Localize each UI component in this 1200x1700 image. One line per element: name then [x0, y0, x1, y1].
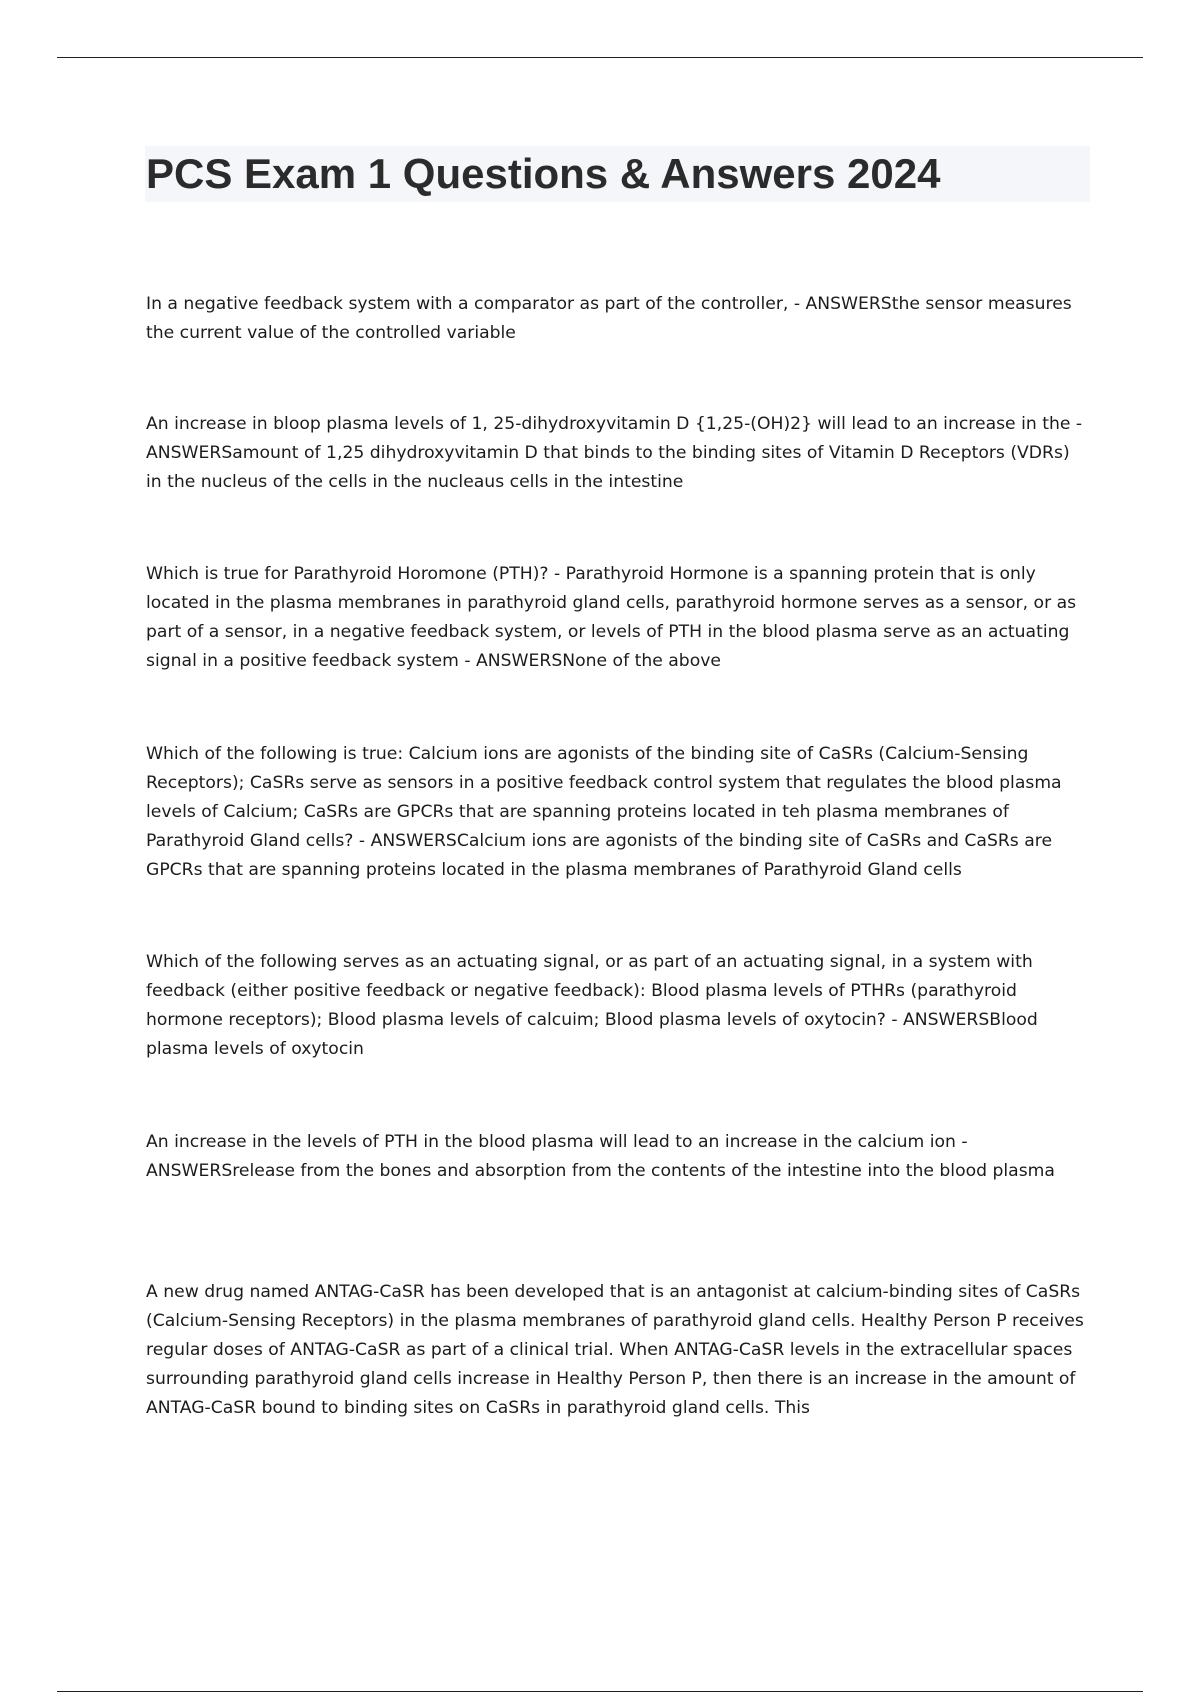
answer-marker: - ANSWERS [885, 1010, 990, 1030]
bottom-rule [57, 1691, 1143, 1692]
qa-item-1 [146, 290, 1086, 348]
answer-marker: - ANSWERS [353, 831, 457, 851]
qa-item-4 [146, 740, 1086, 885]
answer-text: None of the above [562, 651, 721, 671]
qa-item-6 [146, 1128, 1086, 1186]
qa-item-2 [146, 410, 1086, 497]
qa-item-3 [146, 560, 1086, 676]
top-rule [57, 57, 1143, 58]
answer-text: the sensor measures the current value of the controlled variable [146, 294, 1072, 343]
question-text: An increase in the levels of PTH in the blood plasma will lead to an increase in the calcium ion [146, 1132, 956, 1152]
question-text: Which of the following is true: Calcium ions are agonists of the binding site of CaSRs (Calcium-Sensing Receptors); CaSRs serve as sensors in a positive feedback control system that regulates the blood plasma levels of Calcium; CaSRs are GPCRs that are spanning proteins located in teh plasma membranes of Parathyroid Gland cells? [146, 744, 1062, 851]
page-title: PCS Exam 1 Questions & Answers 2024 [146, 150, 941, 197]
answer-text: Blood plasma levels of oxytocin [146, 1010, 1038, 1059]
answer-marker: - ANSWERS [146, 414, 1083, 463]
question-text: A new drug named ANTAG-CaSR has been developed that is an antagonist at calcium-binding sites of CaSRs (Calcium-Sensing Receptors) in the plasma membranes of parathyroid gland cells. Healthy Person P receives regular doses of ANTAG-CaSR as part of a clinical trial. When ANTAG-CaSR levels in the extracellular spaces surrounding parathyroid gland cells increase in Healthy Person P, then there is an increase in the amount of ANTAG-CaSR bound to binding sites on CaSRs in parathyroid gland cells. This [146, 1282, 1084, 1418]
answer-marker: - ANSWERS [146, 1132, 968, 1181]
question-text: In a negative feedback system with a comparator as part of the controller, [146, 294, 789, 314]
qa-item-7 [146, 1278, 1086, 1423]
qa-item-5 [146, 948, 1086, 1064]
answer-text: Calcium ions are agonists of the binding site of CaSRs and CaSRs are GPCRs that are spanning proteins located in the plasma membranes of Parathyroid Gland cells [146, 831, 1053, 880]
answer-marker: - ANSWERS [458, 651, 563, 671]
answer-marker: - ANSWERS [788, 294, 892, 314]
question-text: Which is true for Parathyroid Horomone (PTH)? - Parathyroid Hormone is a spanning protein that is only located in the plasma membranes in parathyroid gland cells, parathyroid hormone serves as a sensor, or as part of a sensor, in a negative feedback system, or levels of PTH in the blood plasma serve as an actuating signal in a positive feedback system [146, 564, 1077, 671]
answer-text: amount of 1,25 dihydroxyvitamin D that binds to the binding sites of Vitamin D Receptors (VDRs) in the nucleus of the cells in the nucleaus cells in the intestine [146, 443, 1070, 492]
question-text: Which of the following serves as an actuating signal, or as part of an actuating signal, in a system with feedback (either positive feedback or negative feedback): Blood plasma levels of PTHRs (parathyroid hormone receptors); Blood plasma levels of calcuim; Blood plasma levels of oxytocin? [146, 952, 1033, 1030]
question-text: An increase in bloop plasma levels of 1, 25-dihydroxyvitamin D {1,25-(OH)2} will lead to an increase in the [146, 414, 1071, 434]
answer-text: release from the bones and absorption from the contents of the intestine into the blood plasma [232, 1161, 1055, 1181]
